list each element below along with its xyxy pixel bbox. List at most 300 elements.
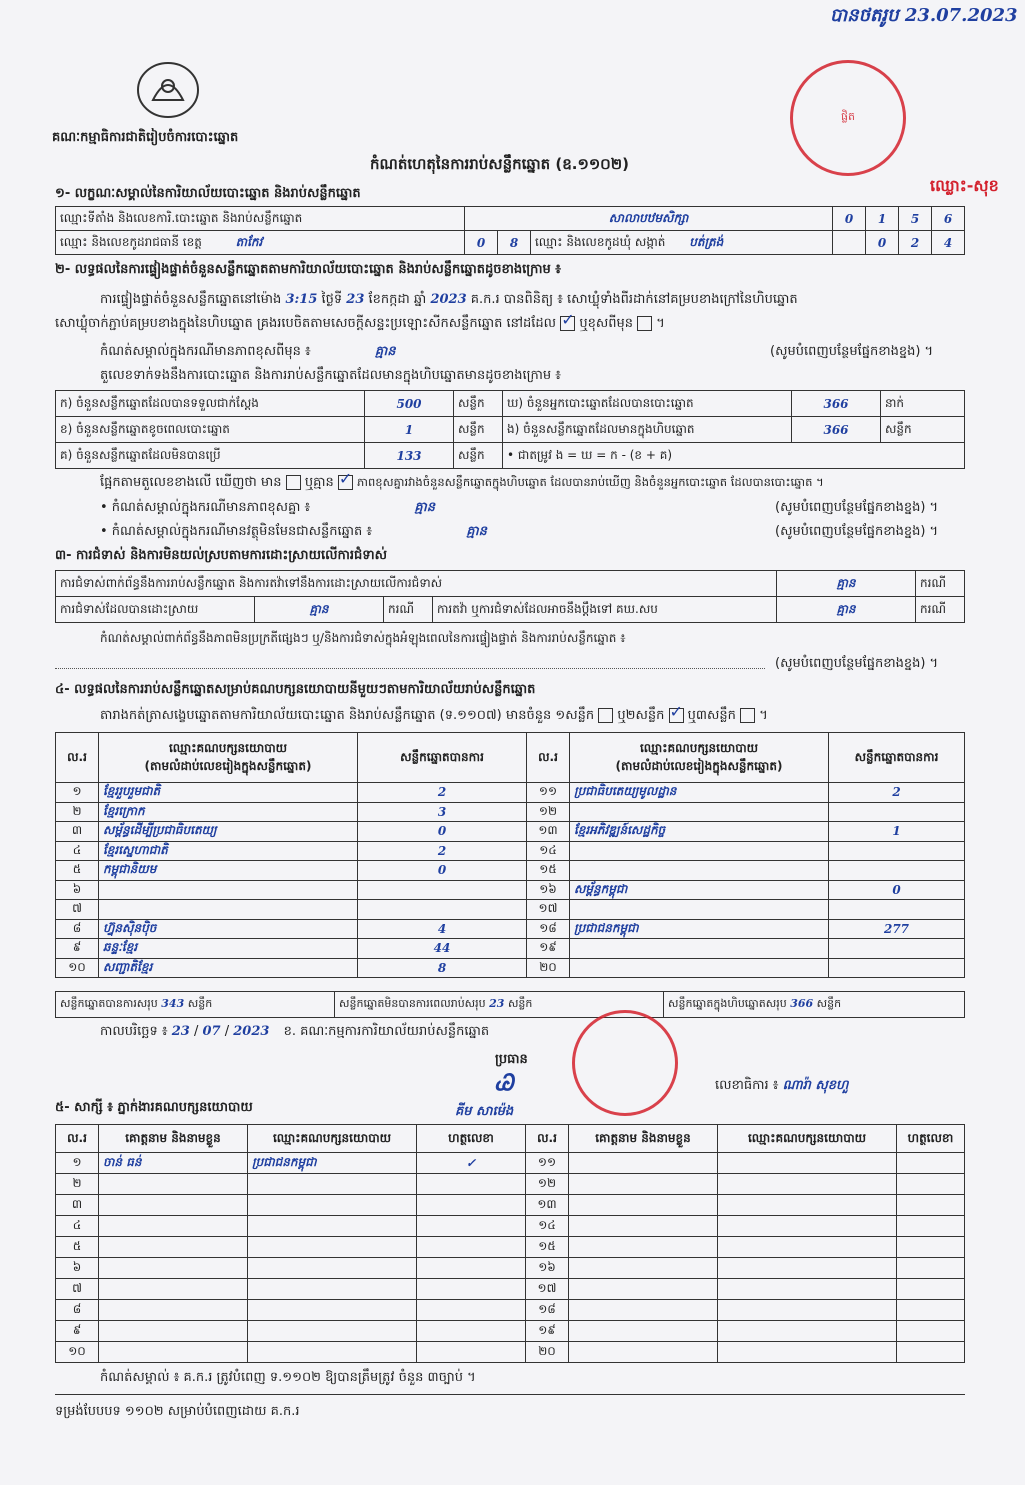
witness-table — [55, 1124, 965, 1363]
location-digit: 6 — [932, 207, 965, 231]
col-party-title-right: ឈ្មោះគណបក្សនយោបាយ — [639, 740, 759, 755]
party-votes: 1 — [829, 822, 965, 842]
total-box-label: សន្លឹកឆ្នោតក្នុងហិបឆ្នោតសរុប — [668, 996, 787, 1010]
para4-a: ផ្អែកតាមតួលេខខាងលើ ឃើញថា មាន — [100, 475, 282, 490]
total-box-unit: សន្លឹក — [816, 996, 842, 1010]
witness-name — [99, 1321, 248, 1342]
counts-table — [55, 390, 965, 469]
witness-number: ៥ — [56, 1237, 99, 1258]
chair-name: គីម សាម៉េង — [455, 1104, 514, 1119]
count-a-unit: សន្លឹក — [454, 391, 503, 417]
witness-number: ១១ — [526, 1153, 569, 1174]
note3 — [100, 524, 487, 540]
party-number: ៤ — [56, 841, 99, 861]
witness-number: ១០ — [56, 1342, 99, 1363]
party-votes: 0 — [829, 880, 965, 900]
secretary — [715, 1078, 848, 1094]
party-votes — [829, 861, 965, 881]
col-votes-right: សន្លឹកឆ្នោតបានការ — [829, 733, 965, 783]
total-valid-label: សន្លឹកឆ្នោតបានការសរុប — [60, 996, 158, 1010]
witness-number: ៧ — [56, 1279, 99, 1300]
witness-name — [569, 1195, 718, 1216]
location-digit: 0 — [833, 207, 866, 231]
count-e-label: ង) ចំនួនសន្លឹកឆ្នោតដែលមានក្នុងហិបឆ្នោត — [503, 417, 792, 443]
note2-hint: (សូមបំពេញបន្ថែមផ្នែកខាងខ្នង) ។ — [775, 500, 939, 515]
witness-signature — [897, 1258, 965, 1279]
witness-signature — [897, 1342, 965, 1363]
footnote: កំណត់សម្គាល់ ៖ គ.ក.រ ត្រូវបំពេញ ទ.១១០២ ឱ្យបានត្រឹមត្រូវ ចំនួន ៣ច្បាប់ ។ — [100, 1370, 476, 1385]
party-number: ១៩ — [527, 939, 570, 959]
verification-paragraph — [100, 292, 798, 308]
witness-name — [99, 1342, 248, 1363]
party-name — [570, 841, 829, 861]
witness-signature — [897, 1321, 965, 1342]
party-name: សញ្ជាតិខ្មែរ — [99, 958, 358, 978]
committee-name: គណៈកម្មាធិការជាតិរៀបចំការបោះឆ្នោត — [52, 130, 239, 145]
location-value: សាលាបឋមសិក្សា — [465, 207, 833, 231]
witness-name — [569, 1237, 718, 1258]
party-votes — [358, 880, 527, 900]
sheet-intro: តារាងកត់ត្រាសង្ខេបឆ្នោតតាមការិយាល័យបោះឆ្នោត និងរាប់សន្លឹកឆ្នោត (ទ.១១០៧) មានចំនួន ១សន្លឹក — [100, 708, 595, 723]
witness-party — [718, 1258, 897, 1279]
total-invalid-unit: សន្លឹក — [507, 996, 533, 1010]
para2-end: ។ — [656, 316, 665, 331]
date-year: 2023 — [233, 1024, 270, 1039]
resolved-value: គ្មាន — [255, 597, 384, 623]
party-number: ៨ — [56, 919, 99, 939]
count-e-value: 366 — [792, 417, 881, 443]
para3: តួលេខទាក់ទងនឹងការបោះឆ្នោត និងការរាប់សន្លឹកឆ្នោតដែលមានក្នុងហិបឆ្នោតមានដូចខាងក្រោម ៖ — [100, 368, 561, 383]
result-row — [56, 841, 965, 861]
para2-b: ឬខុសពីមុន — [579, 316, 633, 331]
witness-row — [56, 1237, 965, 1258]
witness-name — [569, 1321, 718, 1342]
party-number: ៣ — [56, 822, 99, 842]
witness-party — [718, 1237, 897, 1258]
witness-number: ៩ — [56, 1321, 99, 1342]
party-name: សម្ព័ន្ធដើម្បីប្រជាធិបតេយ្យ — [99, 822, 358, 842]
one-sheet-checkbox[interactable] — [598, 708, 613, 723]
result-row — [56, 880, 965, 900]
party-votes — [829, 841, 965, 861]
results-table — [55, 732, 965, 978]
party-name — [570, 802, 829, 822]
result-row — [56, 919, 965, 939]
same-checkbox[interactable] — [560, 316, 575, 331]
witness-name — [99, 1279, 248, 1300]
party-votes — [829, 900, 965, 920]
corner-note: បានថតរូប 23.07.2023 — [830, 5, 1018, 26]
w-col-name-right: គោត្តនាម និងនាមខ្លួន — [569, 1125, 718, 1153]
party-number: ១០ — [56, 958, 99, 978]
party-votes — [829, 802, 965, 822]
note2 — [100, 500, 435, 516]
witness-party — [248, 1195, 417, 1216]
note3-label: • កំណត់សម្គាល់ក្នុងករណីមានវត្ថុមិនមែនជាសន្លឹកឆ្នោត ៖ — [100, 524, 373, 539]
appeal-unit: ករណី — [916, 597, 965, 623]
official-stamp-top — [790, 60, 906, 176]
witness-row — [56, 1342, 965, 1363]
witness-signature — [417, 1174, 526, 1195]
party-number: ១៨ — [527, 919, 570, 939]
has-difference-checkbox[interactable] — [286, 475, 301, 490]
location-digit: 1 — [866, 207, 899, 231]
party-votes: 2 — [358, 783, 527, 803]
section1-title: ១- លក្ខណៈសម្គាល់នៃការិយាល័យបោះឆ្នោត និងរាប់សន្លឹកឆ្នោត — [55, 186, 361, 201]
witness-number: ១៦ — [526, 1258, 569, 1279]
total-valid-value: 343 — [161, 996, 185, 1010]
col-votes: សន្លឹកឆ្នោតបានការ — [358, 733, 527, 783]
witness-signature — [417, 1237, 526, 1258]
witness-signature — [417, 1300, 526, 1321]
party-name — [570, 900, 829, 920]
witness-row — [56, 1258, 965, 1279]
commune-label-text: ឈ្មោះ និងលេខកូដឃុំ សង្កាត់ — [535, 234, 666, 249]
witness-number: ១៥ — [526, 1237, 569, 1258]
witness-party — [248, 1342, 417, 1363]
chair-label: ប្រធាន — [495, 1052, 528, 1067]
total-box — [664, 992, 965, 1018]
party-votes — [358, 900, 527, 920]
red-note: ឈ្លោះ-សុខ — [930, 176, 999, 195]
w-col-no-right: ល.រ — [526, 1125, 569, 1153]
witness-number: ២០ — [526, 1342, 569, 1363]
witness-party — [248, 1216, 417, 1237]
total-valid-unit: សន្លឹក — [187, 996, 213, 1010]
witness-number: ៦ — [56, 1258, 99, 1279]
witness-signature — [417, 1342, 526, 1363]
witness-signature — [897, 1174, 965, 1195]
commune-label — [531, 231, 833, 255]
location-digit: 5 — [899, 207, 932, 231]
witness-signature — [417, 1279, 526, 1300]
party-number: ១៤ — [527, 841, 570, 861]
w-col-name: គោត្តនាម និងនាមខ្លួន — [99, 1125, 248, 1153]
col-party — [99, 733, 358, 783]
witness-number: ៨ — [56, 1300, 99, 1321]
witness-row — [56, 1321, 965, 1342]
para1-d: គ.ក.រ បានពិនិត្យ ៖ សោឃ្លុំទាំងពីរដាក់នៅគម្របខាងក្រៅនៃហិបឆ្នោត — [470, 292, 798, 307]
count-d-label: ឃ) ចំនួនអ្នកបោះឆ្នោតដែលបានបោះឆ្នោត — [503, 391, 792, 417]
count-c-value: 133 — [365, 443, 454, 469]
party-votes: 2 — [829, 783, 965, 803]
party-name: ហ្វ៊ុនស៊ិនប៉ិច — [99, 919, 358, 939]
witness-name — [569, 1279, 718, 1300]
witness-party: ប្រជាជនកម្ពុជា — [248, 1153, 417, 1174]
verification-day: 23 — [346, 292, 365, 307]
difference-paragraph — [100, 474, 824, 491]
complaints-table — [55, 570, 965, 623]
party-name: ខ្មែរក្រោក — [99, 802, 358, 822]
party-name: សម្ព័ន្ធកម្ពុជា — [570, 880, 829, 900]
para1-c: ខែកក្កដា ឆ្នាំ — [368, 292, 427, 307]
signing-date: កាលបរិច្ឆេទ ៖ 23 / 07 / 2023 ខ. គណៈកម្មការការិយាល័យរាប់សន្លឹកឆ្នោត — [100, 1024, 490, 1039]
para2: សោឃ្លុំចាក់ភ្ជាប់គម្របខាងក្នុងនៃហិបឆ្នោត គ្រងរបេចិតតាមសេចក្ដីសន្ទះប្រឡោះសីកសន្លឹកឆ្នោត នៅដដែល — [55, 316, 557, 331]
witness-number: ៤ — [56, 1216, 99, 1237]
total-invalid-value: 23 — [489, 996, 505, 1010]
witness-row — [56, 1174, 965, 1195]
party-number: ១៧ — [527, 900, 570, 920]
resolved-label: ការជំទាស់ដែលបានដោះស្រាយ — [56, 597, 255, 623]
party-number: ១៦ — [527, 880, 570, 900]
party-number: ១១ — [527, 783, 570, 803]
total-valid — [56, 992, 335, 1018]
count-a-label: ក) ចំនួនសន្លឹកឆ្នោតដែលបានទទួលជាក់ស្ដែង — [56, 391, 365, 417]
total-box-value: 366 — [790, 996, 814, 1010]
party-votes — [829, 939, 965, 959]
party-votes — [829, 958, 965, 978]
province-value: តាកែវ — [235, 234, 263, 249]
appeal-label: ការតវ៉ា ឬការជំទាស់ដែលអាចនឹងប្ដឹងទៅ គឃ.សប — [433, 597, 777, 623]
party-number: ៦ — [56, 880, 99, 900]
note1-value: គ្មាន — [374, 344, 396, 359]
section3-dotline — [55, 668, 765, 669]
witness-party — [718, 1216, 897, 1237]
section4-title: ៤- លទ្ធផលនៃការរាប់សន្លឹកឆ្នោតសម្រាប់គណបក្សនយោបាយនីមួយៗតាមការិយាល័យរាប់សន្លឹកឆ្នោត — [55, 682, 536, 697]
party-name: កម្ពុជានិយម — [99, 861, 358, 881]
party-votes: 277 — [829, 919, 965, 939]
note1 — [100, 344, 396, 360]
note1-hint: (សូមបំពេញបន្ថែមផ្នែកខាងខ្នង) ។ — [770, 344, 934, 359]
totals-table — [55, 991, 965, 1018]
witness-number: ១ — [56, 1153, 99, 1174]
witness-signature — [417, 1216, 526, 1237]
witness-name — [99, 1258, 248, 1279]
w-col-no: ល.រ — [56, 1125, 99, 1153]
witness-row — [56, 1300, 965, 1321]
result-row — [56, 900, 965, 920]
chair-signature-icon: Ꮚ — [495, 1070, 514, 1096]
count-c-unit: សន្លឹក — [454, 443, 503, 469]
witness-signature: ✓ — [417, 1153, 526, 1174]
witness-name — [99, 1195, 248, 1216]
result-row — [56, 783, 965, 803]
party-votes: 3 — [358, 802, 527, 822]
no-difference-checkbox[interactable] — [338, 475, 353, 490]
witness-name: ចាន់ ធន់ — [99, 1153, 248, 1174]
three-sheet-checkbox[interactable] — [740, 708, 755, 723]
party-name — [570, 958, 829, 978]
count-formula: • ជាតម្រូវ ង = ឃ = ក - (ខ + គ) — [503, 443, 965, 469]
witness-signature — [417, 1195, 526, 1216]
witness-number: ១២ — [526, 1174, 569, 1195]
witness-name — [99, 1237, 248, 1258]
col-party-sub-right: (តាមលំដាប់លេខរៀងក្នុងសន្លឹកឆ្នោត) — [615, 758, 783, 773]
form-title: កំណត់ហេតុនៃការរាប់សន្លឹកឆ្នោត (ឧ.១១០២) — [370, 155, 630, 173]
commune-digit: 2 — [899, 231, 932, 255]
party-votes: 2 — [358, 841, 527, 861]
date-label: កាលបរិច្ឆេទ ៖ — [100, 1024, 168, 1039]
witness-name — [569, 1258, 718, 1279]
witness-number: ១៧ — [526, 1279, 569, 1300]
sheet-count-line — [100, 708, 768, 724]
witness-signature — [417, 1321, 526, 1342]
para1-a: ការផ្ទៀងផ្ទាត់ចំនួនសន្លឹកឆ្នោតនៅម៉ោង — [100, 292, 282, 307]
verification-year: 2023 — [430, 292, 467, 307]
witness-name — [99, 1174, 248, 1195]
commune-value: បត់ត្រង់ — [689, 234, 724, 249]
party-votes: 4 — [358, 919, 527, 939]
count-a-value: 500 — [365, 391, 454, 417]
appeal-value: គ្មាន — [777, 597, 916, 623]
opt-end: ។ — [759, 708, 768, 723]
party-votes: 0 — [358, 861, 527, 881]
witness-party — [718, 1300, 897, 1321]
result-row — [56, 939, 965, 959]
party-name: ខ្មែរអភិវឌ្ឍន៍សេដ្ឋកិច្ច — [570, 822, 829, 842]
witness-party — [248, 1300, 417, 1321]
seal-paragraph — [55, 316, 665, 332]
col-no-right: ល.រ — [527, 733, 570, 783]
para1-b: ថ្ងៃទី — [321, 292, 343, 307]
witness-signature — [897, 1153, 965, 1174]
section3-note: កំណត់សម្គាល់ពាក់ព័ន្ធនឹងភាពមិនប្រក្រតីផ្សេងៗ ឬ/និងការជំទាស់ក្នុងអំឡុងពេលនៃការផ្ទៀងផ្ទាត់ និងការរាប់សន្លឹកឆ្នោត ៖ — [100, 631, 626, 645]
party-name: ប្រជាជនកម្ពុជា — [570, 919, 829, 939]
party-votes: 44 — [358, 939, 527, 959]
witness-name — [569, 1153, 718, 1174]
witness-signature — [897, 1237, 965, 1258]
witness-row — [56, 1216, 965, 1237]
result-row — [56, 822, 965, 842]
complaint-value: គ្មាន — [777, 571, 916, 597]
w-col-sign-right: ហត្ថលេខា — [897, 1125, 965, 1153]
w-col-party: ឈ្មោះគណបក្សនយោបាយ — [248, 1125, 417, 1153]
two-sheet-checkbox[interactable] — [669, 708, 684, 723]
complaint-label: ការជំទាស់ពាក់ព័ន្ធនឹងការរាប់សន្លឹកឆ្នោត និងការតវ៉ាទៅនឹងការដោះស្រាយលើការជំទាស់ — [56, 571, 777, 597]
witness-number: ១៩ — [526, 1321, 569, 1342]
note2-label: • កំណត់សម្គាល់ក្នុងករណីមានភាពខុសគ្នា ៖ — [100, 500, 311, 515]
party-number: ១ — [56, 783, 99, 803]
party-number: ៧ — [56, 900, 99, 920]
section3-hint: (សូមបំពេញបន្ថែមផ្នែកខាងខ្នង) ។ — [775, 656, 939, 671]
result-row — [56, 861, 965, 881]
witness-number: ១៣ — [526, 1195, 569, 1216]
para4-c: ភាពខុសគ្នារវាងចំនួនសន្លឹកឆ្នោតក្នុងហិបឆ្នោត ដែលបានរាប់ឃើញ និងចំនួនអ្នកបោះឆ្នោត ដែលបានបោះឆ្នោត ។ — [357, 475, 824, 489]
total-invalid-label: សន្លឹកឆ្នោតមិនបានការពេលរាប់សរុប — [339, 996, 486, 1010]
col-party-sub: (តាមលំដាប់លេខរៀងក្នុងសន្លឹកឆ្នោត) — [144, 758, 312, 773]
party-name: ឆន្ទៈខ្មែរ — [99, 939, 358, 959]
party-votes: 0 — [358, 822, 527, 842]
province-digit: 8 — [498, 231, 531, 255]
party-number: ២ — [56, 802, 99, 822]
witness-party — [718, 1342, 897, 1363]
secretary-name: ណារ៉ា សុខហួ — [782, 1078, 849, 1093]
party-name: ប្រជាធិបតេយ្យមូលដ្ឋាន — [570, 783, 829, 803]
party-name — [570, 939, 829, 959]
witness-number: ១៤ — [526, 1216, 569, 1237]
count-e-unit: សន្លឹក — [881, 417, 965, 443]
witness-party — [248, 1321, 417, 1342]
note3-hint: (សូមបំពេញបន្ថែមផ្នែកខាងខ្នង) ។ — [775, 524, 939, 539]
count-b-value: 1 — [365, 417, 454, 443]
party-number: ១៣ — [527, 822, 570, 842]
party-name: ខ្មែរស្នេហាជាតិ — [99, 841, 358, 861]
col-party-title: ឈ្មោះគណបក្សនយោបាយ — [168, 740, 288, 755]
count-d-unit: នាក់ — [881, 391, 965, 417]
witness-number: ៣ — [56, 1195, 99, 1216]
witness-party — [248, 1174, 417, 1195]
count-d-value: 366 — [792, 391, 881, 417]
witness-party — [248, 1279, 417, 1300]
witness-name — [569, 1174, 718, 1195]
footer-divider — [55, 1394, 965, 1395]
different-checkbox[interactable] — [637, 316, 652, 331]
resolved-unit: ករណី — [384, 597, 433, 623]
witness-row — [56, 1153, 965, 1174]
party-name — [99, 900, 358, 920]
col-no: ល.រ — [56, 733, 99, 783]
party-number: ១៥ — [527, 861, 570, 881]
witness-party — [248, 1258, 417, 1279]
note2-value: គ្មាន — [414, 500, 435, 515]
section5-title: ៥- សាក្សី ៖ ភ្នាក់ងារគណបក្សនយោបាយ — [55, 1100, 253, 1115]
witness-signature — [897, 1300, 965, 1321]
date-month: 07 — [202, 1024, 221, 1039]
witness-party — [718, 1279, 897, 1300]
col-party-right — [570, 733, 829, 783]
party-number: ៥ — [56, 861, 99, 881]
count-b-label: ខ) ចំនួនសន្លឹកឆ្នោតខូចពេលបោះឆ្នោត — [56, 417, 365, 443]
verification-time: 3:15 — [285, 292, 318, 307]
w-col-party-right: ឈ្មោះគណបក្សនយោបាយ — [718, 1125, 897, 1153]
witness-signature — [897, 1279, 965, 1300]
opt3-label: ឬ៣សន្លឹក — [687, 708, 736, 723]
witness-signature — [897, 1216, 965, 1237]
committee-sign-label: ខ. គណៈកម្មការការិយាល័យរាប់សន្លឹកឆ្នោត — [283, 1024, 490, 1039]
witness-signature — [897, 1195, 965, 1216]
secretary-label: លេខាធិការ ៖ — [715, 1078, 779, 1093]
opt2-label: ឬ២សន្លឹក — [617, 708, 665, 723]
party-votes: 8 — [358, 958, 527, 978]
witness-party — [718, 1321, 897, 1342]
commune-digit: 0 — [866, 231, 899, 255]
result-row — [56, 958, 965, 978]
section3-title: ៣- ការជំទាស់ និងការមិនយល់ស្របតាមការដោះស្រាយលើការជំទាស់ — [55, 548, 387, 563]
witness-party — [718, 1153, 897, 1174]
witness-name — [569, 1216, 718, 1237]
party-name — [99, 880, 358, 900]
province-label — [56, 231, 465, 255]
stamp-note: ផ្លិត — [841, 110, 855, 123]
witness-number: ១៨ — [526, 1300, 569, 1321]
count-c-label: គ) ចំនួនសន្លឹកឆ្នោតដែលមិនបានប្រើ — [56, 443, 365, 469]
witness-name — [99, 1216, 248, 1237]
date-day: 23 — [171, 1024, 190, 1039]
witness-party — [718, 1174, 897, 1195]
result-row — [56, 802, 965, 822]
party-name — [570, 861, 829, 881]
complaint-unit: ករណី — [916, 571, 965, 597]
w-col-sign: ហត្ថលេខា — [417, 1125, 526, 1153]
witness-name — [569, 1342, 718, 1363]
witness-party — [718, 1195, 897, 1216]
witness-name — [569, 1300, 718, 1321]
section2-title: ២- លទ្ធផលនៃការផ្ទៀងផ្ទាត់ចំនួនសន្លឹកឆ្នោតតាមការិយាល័យបោះឆ្នោត និងរាប់សន្លឹកឆ្នោតដូចខាងក្រោម ៖ — [55, 262, 561, 277]
witness-row — [56, 1195, 965, 1216]
witness-number: ២ — [56, 1174, 99, 1195]
bottom-note: ទម្រង់បែបបទ ១១០២ សម្រាប់បំពេញដោយ គ.ក.រ — [55, 1404, 300, 1419]
note3-value: គ្មាន — [466, 524, 487, 539]
commune-digit: 4 — [932, 231, 965, 255]
witness-row — [56, 1279, 965, 1300]
party-number: ៩ — [56, 939, 99, 959]
witness-signature — [417, 1258, 526, 1279]
count-b-unit: សន្លឹក — [454, 417, 503, 443]
nec-emblem-icon — [135, 60, 201, 120]
witness-name — [99, 1300, 248, 1321]
note1-label: កំណត់សម្គាល់ក្នុងករណីមានភាពខុសពីមុន ៖ — [100, 344, 311, 359]
official-stamp-bottom — [572, 1010, 678, 1116]
